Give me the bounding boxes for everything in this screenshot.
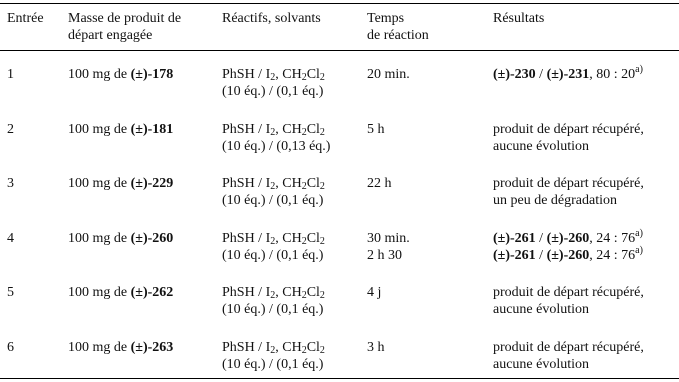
entry-number: 2 [7, 122, 14, 137]
table-bottom-rule [0, 378, 679, 379]
entry-number: 4 [7, 231, 14, 246]
result: produit de départ récupéré, un peu de dégradation [493, 176, 644, 208]
reaction-time: 3 h [367, 340, 385, 355]
table-top-rule [0, 3, 679, 4]
mass-prefix: 100 mg de [68, 122, 131, 137]
result: produit de départ récupéré, aucune évolution [493, 340, 644, 372]
mass-prefix: 100 mg de [68, 231, 131, 246]
footnote-marker: a) [635, 245, 643, 256]
reagents [222, 175, 325, 209]
reagent-equivalents: (10 éq.) / (0,1 éq.) [222, 248, 324, 263]
starting-material [68, 284, 173, 301]
reagent-formula: PhSH / $I_2$, $CH_2Cl_2$ [222, 67, 325, 83]
reaction-time: 22 h [367, 176, 392, 191]
reagents [222, 121, 330, 155]
header-time-line1: Temps [367, 11, 405, 26]
starting-material [68, 230, 173, 247]
footnote-marker: a) [635, 64, 643, 75]
mass-prefix: 100 mg de [68, 176, 131, 191]
reagent-formula: PhSH / $I_2$, $CH_2Cl_2$ [222, 340, 325, 356]
starting-material [68, 121, 173, 138]
entry-number: 5 [7, 285, 14, 300]
reagent-formula: PhSH / $I_2$, $CH_2Cl_2$ [222, 231, 325, 247]
mass-prefix: 100 mg de [68, 340, 131, 355]
entry-number: 1 [7, 67, 14, 82]
reagent-equivalents: (10 éq.) / (0,1 éq.) [222, 84, 324, 99]
header-mass [68, 10, 181, 44]
starting-material [68, 175, 173, 192]
reagents [222, 284, 325, 318]
reagent-equivalents: (10 éq.) / (0,1 éq.) [222, 193, 324, 208]
header-results: Résultats [493, 11, 545, 26]
compound-id: (±)-178 [130, 67, 174, 82]
result: (±)-261 / (±)-260, 24 : 76$^{a)}$ (±)-261 / (±)-260, 24 : 76$^{a)}$ [493, 228, 643, 263]
mass-prefix: 100 mg de [68, 67, 131, 82]
reagents [222, 339, 325, 373]
reaction-time: 4 j [367, 285, 382, 300]
compound-id: (±)-260 [130, 231, 174, 246]
reaction-time: 20 min. [367, 67, 410, 82]
reaction-time: 5 h [367, 122, 385, 137]
compound-id: (±)-262 [130, 285, 174, 300]
header-mass-line1: Masse de produit de [68, 11, 182, 26]
reagent-equivalents: (10 éq.) / (0,1 éq.) [222, 302, 324, 317]
header-time [367, 10, 429, 44]
header-rule [0, 50, 679, 51]
starting-material [68, 66, 173, 83]
reagent-equivalents: (10 éq.) / (0,13 éq.) [222, 139, 331, 154]
mass-prefix: 100 mg de [68, 285, 131, 300]
starting-material [68, 339, 173, 356]
entry-number: 6 [7, 340, 14, 355]
footnote-marker: a) [635, 228, 643, 239]
compound-id: (±)-263 [130, 340, 174, 355]
result: produit de départ récupéré, aucune évolution [493, 122, 644, 154]
reagent-formula: PhSH / $I_2$, $CH_2Cl_2$ [222, 285, 325, 301]
entry-number: 3 [7, 176, 14, 191]
header-reagents: Réactifs, solvants [222, 11, 321, 26]
result: produit de départ récupéré, aucune évolution [493, 285, 644, 317]
reagents [222, 66, 325, 100]
header-mass-line2: départ engagée [68, 28, 153, 43]
reagent-formula: PhSH / $I_2$, $CH_2Cl_2$ [222, 176, 325, 192]
reagents [222, 230, 325, 264]
reaction-time: 30 min. 2 h 30 [367, 231, 410, 263]
header-entry: Entrée [7, 11, 44, 26]
header-time-line2: de réaction [367, 28, 429, 43]
reagent-formula: PhSH / $I_2$, $CH_2Cl_2$ [222, 122, 325, 138]
compound-id: (±)-181 [130, 122, 174, 137]
compound-id: (±)-229 [130, 176, 174, 191]
reagent-equivalents: (10 éq.) / (0,1 éq.) [222, 357, 324, 372]
result: (±)-230 / (±)-231, 80 : 20$^{a)}$ [493, 64, 643, 82]
